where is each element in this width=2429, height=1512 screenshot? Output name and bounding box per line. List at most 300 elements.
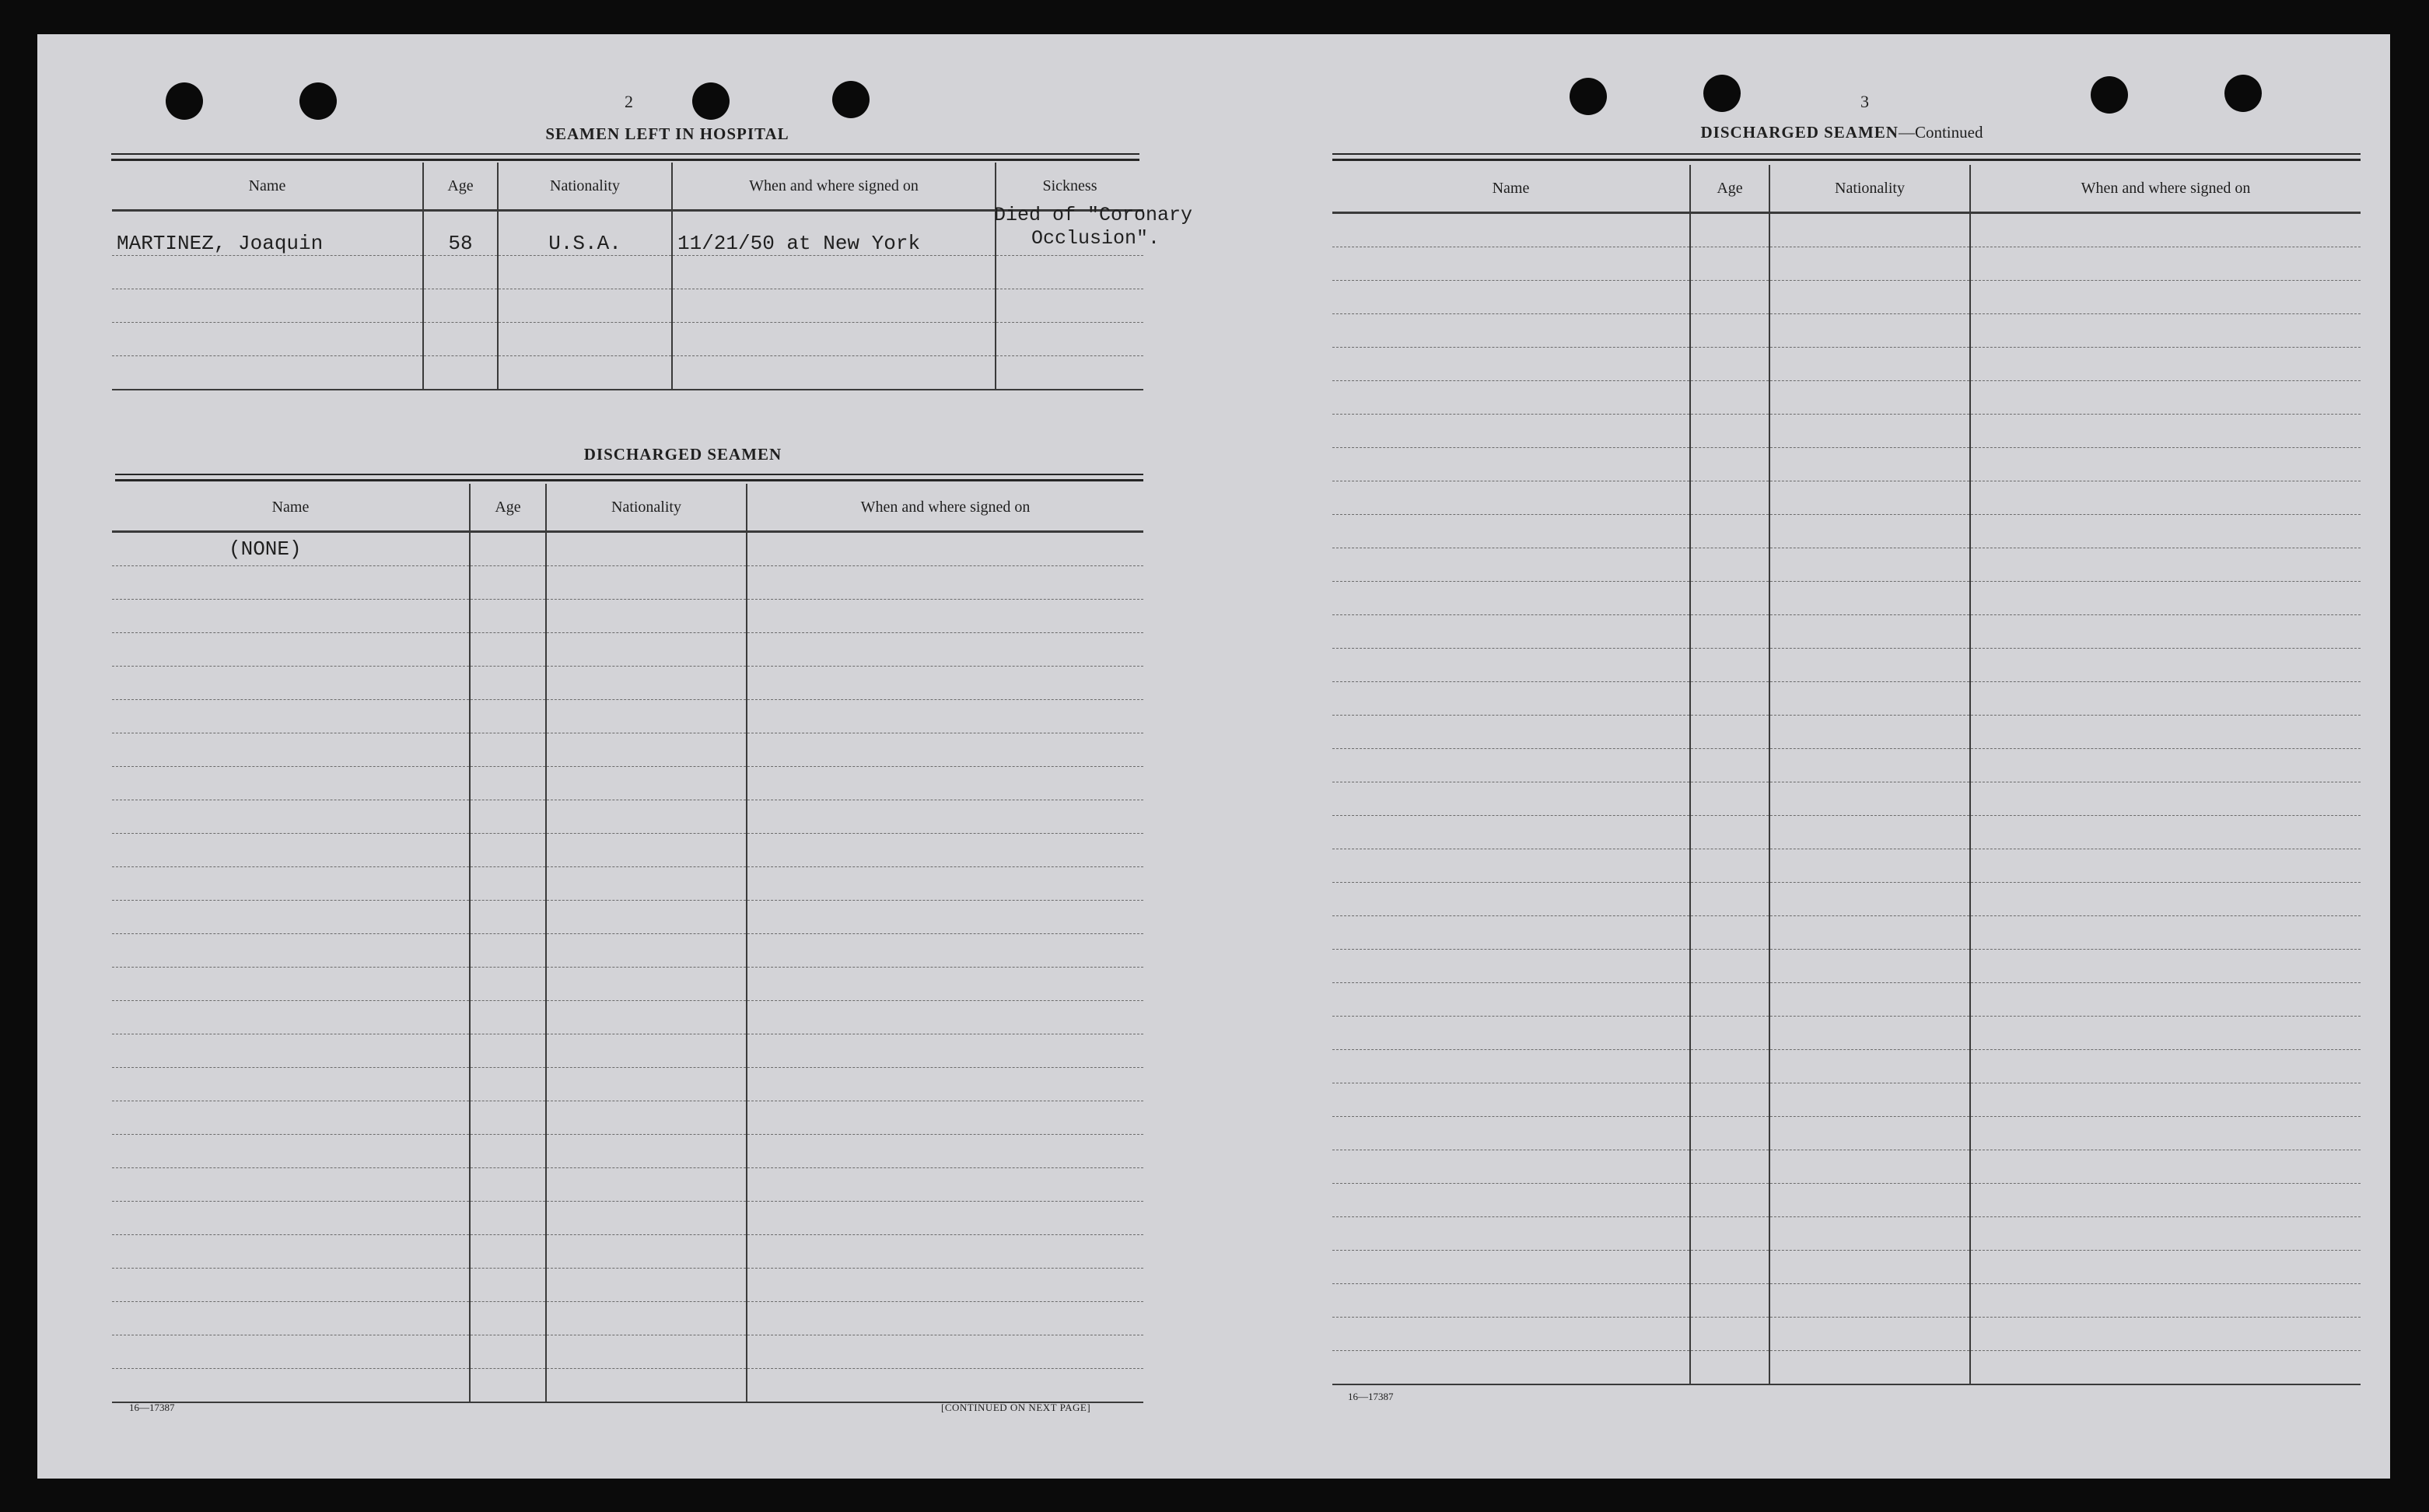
blank-cell (1690, 381, 1769, 415)
table-row (112, 834, 1143, 867)
table-row (1332, 749, 2361, 782)
blank-cell (1769, 1351, 1970, 1385)
blank-cell (546, 1168, 747, 1202)
column-header: Nationality (1769, 165, 1970, 213)
blank-cell (470, 1135, 546, 1168)
blank-cell (470, 1335, 546, 1369)
blank-cell (1332, 548, 1690, 582)
blank-cell (1332, 1351, 1690, 1385)
table-header-row (112, 163, 1143, 211)
blank-cell (112, 834, 470, 867)
table-row (112, 1202, 1143, 1235)
blank-cell (1332, 782, 1690, 816)
blank-cell (546, 1302, 747, 1335)
blank-cell (112, 968, 470, 1001)
table-row (1332, 782, 2361, 816)
blank-cell (470, 1101, 546, 1135)
blank-cell (1769, 1184, 1970, 1217)
blank-cell (112, 1135, 470, 1168)
blank-cell (1690, 281, 1769, 314)
table-row (112, 1302, 1143, 1335)
blank-cell (1970, 1284, 2361, 1318)
blank-cell (1690, 481, 1769, 515)
blank-cell (1332, 415, 1690, 448)
blank-cell (747, 968, 1143, 1001)
blank-cell (1332, 515, 1690, 548)
discharged-continued-table (1332, 165, 2361, 1385)
table-row (112, 700, 1143, 733)
table-row (1332, 1050, 2361, 1083)
table-row (1332, 816, 2361, 849)
blank-cell (1970, 213, 2361, 247)
blank-cell (1690, 348, 1769, 381)
blank-cell (112, 1269, 470, 1302)
blank-cell (1970, 247, 2361, 281)
blank-cell (1970, 1351, 2361, 1385)
table-row (112, 633, 1143, 667)
blank-cell (1769, 582, 1970, 615)
blank-cell (546, 834, 747, 867)
table-row (1332, 615, 2361, 649)
blank-cell (470, 566, 546, 600)
blank-cell (1690, 1351, 1769, 1385)
blank-cell (747, 1068, 1143, 1101)
table-row (112, 1001, 1143, 1034)
table-row (1332, 983, 2361, 1017)
blank-cell (1970, 849, 2361, 883)
blank-cell (1769, 1150, 1970, 1184)
blank-cell (1690, 782, 1769, 816)
blank-cell (112, 600, 470, 633)
blank-cell (1970, 883, 2361, 916)
blank-cell (1690, 983, 1769, 1017)
blank-cell (1970, 950, 2361, 983)
blank-cell (1769, 247, 1970, 281)
blank-cell (1332, 1083, 1690, 1117)
blank-cell (1690, 1284, 1769, 1318)
blank-cell (470, 1302, 546, 1335)
blank-cell (1690, 816, 1769, 849)
blank-cell (112, 1001, 470, 1034)
table-row (112, 566, 1143, 600)
blank-cell (1769, 314, 1970, 348)
blank-cell (1970, 749, 2361, 782)
table-row (112, 800, 1143, 834)
blank-cell (1769, 1284, 1970, 1318)
blank-cell (546, 1101, 747, 1135)
blank-cell (1332, 716, 1690, 749)
table-row (1332, 1351, 2361, 1385)
blank-cell (1332, 615, 1690, 649)
blank-cell (1332, 749, 1690, 782)
column-header: Name (1332, 165, 1690, 213)
table-row (112, 1034, 1143, 1068)
column-header: Sickness (996, 163, 1143, 211)
blank-cell (1332, 213, 1690, 247)
blank-cell (112, 1335, 470, 1369)
blank-cell (1970, 615, 2361, 649)
blank-cell (1970, 1184, 2361, 1217)
table-row (112, 1168, 1143, 1202)
blank-cell (747, 733, 1143, 767)
blank-cell (1332, 649, 1690, 682)
blank-cell (747, 1302, 1143, 1335)
blank-cell (747, 1135, 1143, 1168)
blank-cell (1690, 247, 1769, 281)
discharged-table (112, 484, 1143, 1403)
blank-cell (112, 700, 470, 733)
blank-cell (470, 1068, 546, 1101)
blank-cell (546, 1068, 747, 1101)
blank-cell (747, 800, 1143, 834)
blank-cell (112, 867, 470, 901)
blank-cell (112, 667, 470, 700)
blank-cell (747, 901, 1143, 934)
table-row (1332, 515, 2361, 548)
blank-cell (747, 1235, 1143, 1269)
blank-cell (1769, 916, 1970, 950)
table-row (1332, 682, 2361, 716)
table-row (112, 1135, 1143, 1168)
table-row (112, 211, 1143, 256)
blank-cell (470, 767, 546, 800)
sickness-line-2: Occlusion". (1031, 227, 1160, 250)
blank-cell (1690, 1150, 1769, 1184)
blank-cell (470, 667, 546, 700)
table-row (1332, 247, 2361, 281)
form-number: 16—17387 (129, 1402, 175, 1413)
table-row (1332, 548, 2361, 582)
table-row (112, 968, 1143, 1001)
blank-cell (1332, 883, 1690, 916)
blank-cell (546, 566, 747, 600)
blank-cell (747, 834, 1143, 867)
blank-cell (546, 867, 747, 901)
blank-cell (546, 800, 747, 834)
blank-cell (1769, 649, 1970, 682)
blank-cell (1332, 1251, 1690, 1284)
blank-cell (470, 1369, 546, 1403)
table-row (1332, 950, 2361, 983)
blank-cell (1970, 381, 2361, 415)
blank-cell (1970, 281, 2361, 314)
blank-cell (1332, 1184, 1690, 1217)
blank-cell (1769, 1050, 1970, 1083)
blank-cell (1690, 849, 1769, 883)
table-header-row (1332, 165, 2361, 213)
blank-cell (470, 700, 546, 733)
form-number: 16—17387 (1348, 1391, 1394, 1402)
blank-cell (112, 934, 470, 968)
blank-cell (1970, 314, 2361, 348)
page-number: 3 (1860, 92, 1869, 111)
blank-cell (1970, 983, 2361, 1017)
table-row (1332, 213, 2361, 247)
continued-note: [CONTINUED ON NEXT PAGE] (941, 1402, 1091, 1413)
section-title-main: DISCHARGED SEAMEN (1700, 123, 1899, 142)
blank-cell (470, 1001, 546, 1034)
table-row (1332, 1117, 2361, 1150)
double-rule (115, 474, 1143, 481)
column-header: Age (423, 163, 498, 211)
table-row (1332, 281, 2361, 314)
blank-cell (1970, 1251, 2361, 1284)
blank-cell (1769, 1217, 1970, 1251)
column-header: Nationality (498, 163, 672, 211)
blank-cell (470, 1168, 546, 1202)
double-rule (111, 153, 1139, 161)
blank-cell (1332, 448, 1690, 481)
blank-cell (470, 1202, 546, 1235)
table-row (1332, 883, 2361, 916)
blank-cell (1769, 749, 1970, 782)
table-row (112, 600, 1143, 633)
table-row (112, 1235, 1143, 1269)
table-row (1332, 1251, 2361, 1284)
section-title-suffix: —Continued (1898, 123, 1983, 142)
table-row (1332, 1318, 2361, 1351)
blank-cell (1332, 1050, 1690, 1083)
blank-cell (112, 633, 470, 667)
blank-cell (747, 1335, 1143, 1369)
blank-cell (546, 1001, 747, 1034)
table-row (1332, 348, 2361, 381)
blank-cell (1332, 1318, 1690, 1351)
blank-cell (1690, 1117, 1769, 1150)
blank-cell (1332, 1150, 1690, 1184)
blank-cell (1970, 716, 2361, 749)
table-row (1332, 415, 2361, 448)
blank-cell (1332, 983, 1690, 1017)
blank-cell (1690, 649, 1769, 682)
blank-cell (1970, 415, 2361, 448)
blank-cell (1970, 582, 2361, 615)
table-row (112, 1335, 1143, 1369)
table-row (112, 1269, 1143, 1302)
seaman-name: (NONE) (112, 532, 470, 566)
sickness-line-1: Died of "Coronary (994, 204, 1193, 226)
blank-cell (1769, 348, 1970, 381)
blank-cell (470, 901, 546, 934)
blank-cell (546, 1335, 747, 1369)
blank-cell (747, 1269, 1143, 1302)
table-row (112, 532, 1143, 566)
blank-cell (1769, 716, 1970, 749)
blank-cell (747, 767, 1143, 800)
table-row (112, 934, 1143, 968)
section-title-discharged-continued (1608, 123, 2075, 142)
double-rule (1332, 153, 2361, 161)
blank-cell (470, 968, 546, 1001)
table-row (1332, 1150, 2361, 1184)
blank-cell (1970, 682, 2361, 716)
table-row (112, 1068, 1143, 1101)
blank-cell (1769, 983, 1970, 1017)
blank-cell (546, 1135, 747, 1168)
table-row (112, 667, 1143, 700)
blank-cell (470, 867, 546, 901)
blank-cell (1769, 615, 1970, 649)
blank-cell (1970, 1117, 2361, 1150)
blank-cell (1690, 415, 1769, 448)
table-row (1332, 916, 2361, 950)
table-row (1332, 716, 2361, 749)
column-header: When and where signed on (672, 163, 996, 211)
blank-cell (546, 733, 747, 767)
blank-cell (1690, 448, 1769, 481)
blank-cell (470, 1269, 546, 1302)
table-row (112, 1101, 1143, 1135)
blank-cell (1690, 314, 1769, 348)
blank-cell (470, 733, 546, 767)
blank-cell (112, 767, 470, 800)
blank-cell (1332, 348, 1690, 381)
blank-cell (1769, 1017, 1970, 1050)
blank-cell (1690, 515, 1769, 548)
blank-cell (1690, 1251, 1769, 1284)
table-row (1332, 849, 2361, 883)
blank-cell (546, 600, 747, 633)
blank-cell (1769, 849, 1970, 883)
blank-cell (747, 934, 1143, 968)
table-row (112, 767, 1143, 800)
blank-cell (1332, 1117, 1690, 1150)
blank-cell (1769, 1117, 1970, 1150)
table-row (1332, 1017, 2361, 1050)
blank-cell (1332, 682, 1690, 716)
left-page (37, 34, 1204, 1479)
blank-cell (546, 934, 747, 968)
hospital-table (112, 163, 1143, 390)
blank-cell (1690, 548, 1769, 582)
blank-cell (546, 1034, 747, 1068)
blank-cell (546, 901, 747, 934)
blank-cell (546, 633, 747, 667)
table-row (1332, 448, 2361, 481)
blank-cell (1690, 716, 1769, 749)
blank-cell (546, 1202, 747, 1235)
table-row (1332, 1083, 2361, 1117)
blank-cell (1332, 816, 1690, 849)
column-header: When and where signed on (1970, 165, 2361, 213)
table-row (1332, 1217, 2361, 1251)
blank-cell (1970, 782, 2361, 816)
table-row (112, 289, 1143, 323)
blank-cell (1690, 1184, 1769, 1217)
blank-cell (1769, 548, 1970, 582)
blank-cell (112, 1202, 470, 1235)
blank-cell (1332, 916, 1690, 950)
table-row (1332, 481, 2361, 515)
blank-cell (747, 867, 1143, 901)
blank-cell (1690, 615, 1769, 649)
blank-cell (1769, 883, 1970, 916)
blank-cell (1970, 1050, 2361, 1083)
blank-cell (546, 1369, 747, 1403)
blank-cell (1769, 1083, 1970, 1117)
blank-cell (1690, 950, 1769, 983)
table-header-row (112, 484, 1143, 532)
blank-cell (1690, 1050, 1769, 1083)
blank-cell (112, 901, 470, 934)
blank-cell (1690, 883, 1769, 916)
blank-cell (1769, 782, 1970, 816)
blank-cell (1332, 849, 1690, 883)
blank-cell (1332, 1284, 1690, 1318)
column-header: Name (112, 163, 423, 211)
blank-cell (112, 733, 470, 767)
blank-cell (1769, 415, 1970, 448)
blank-cell (1769, 281, 1970, 314)
blank-cell (1769, 481, 1970, 515)
blank-cell (470, 834, 546, 867)
table-row (112, 733, 1143, 767)
seaman-nationality: U.S.A. (498, 211, 672, 256)
blank-cell (470, 934, 546, 968)
blank-cell (1332, 281, 1690, 314)
blank-cell (747, 1034, 1143, 1068)
blank-cell (1332, 381, 1690, 415)
blank-cell (546, 968, 747, 1001)
table-row (1332, 1184, 2361, 1217)
blank-cell (1970, 348, 2361, 381)
table-row (112, 356, 1143, 390)
blank-cell (1970, 515, 2361, 548)
column-header: Age (470, 484, 546, 532)
blank-cell (470, 633, 546, 667)
blank-cell (1332, 314, 1690, 348)
blank-cell (1970, 1150, 2361, 1184)
blank-cell (747, 667, 1143, 700)
blank-cell (1970, 448, 2361, 481)
blank-cell (546, 767, 747, 800)
blank-cell (546, 667, 747, 700)
blank-cell (112, 1034, 470, 1068)
blank-cell (1332, 1017, 1690, 1050)
blank-cell (1769, 213, 1970, 247)
table-row (1332, 314, 2361, 348)
blank-cell (470, 800, 546, 834)
column-header: When and where signed on (747, 484, 1143, 532)
blank-cell (1332, 1217, 1690, 1251)
blank-cell (747, 1202, 1143, 1235)
blank-cell (747, 1001, 1143, 1034)
blank-cell (747, 1369, 1143, 1403)
blank-cell (747, 1168, 1143, 1202)
blank-cell (747, 1101, 1143, 1135)
table-row (1332, 582, 2361, 615)
blank-cell (1769, 448, 1970, 481)
section-title-hospital: SEAMEN LEFT IN HOSPITAL (545, 124, 789, 143)
blank-cell (112, 1302, 470, 1335)
blank-cell (1970, 916, 2361, 950)
blank-cell (1769, 950, 1970, 983)
blank-cell (1769, 515, 1970, 548)
table-row (1332, 1284, 2361, 1318)
table-row (112, 867, 1143, 901)
column-header: Age (1690, 165, 1769, 213)
table-row (112, 1369, 1143, 1403)
table-row (112, 323, 1143, 356)
blank-cell (112, 1168, 470, 1202)
blank-cell (1690, 682, 1769, 716)
blank-cell (1769, 682, 1970, 716)
table-row (1332, 649, 2361, 682)
blank-cell (1970, 548, 2361, 582)
table-row (112, 256, 1143, 289)
blank-cell (1690, 213, 1769, 247)
blank-cell (747, 633, 1143, 667)
